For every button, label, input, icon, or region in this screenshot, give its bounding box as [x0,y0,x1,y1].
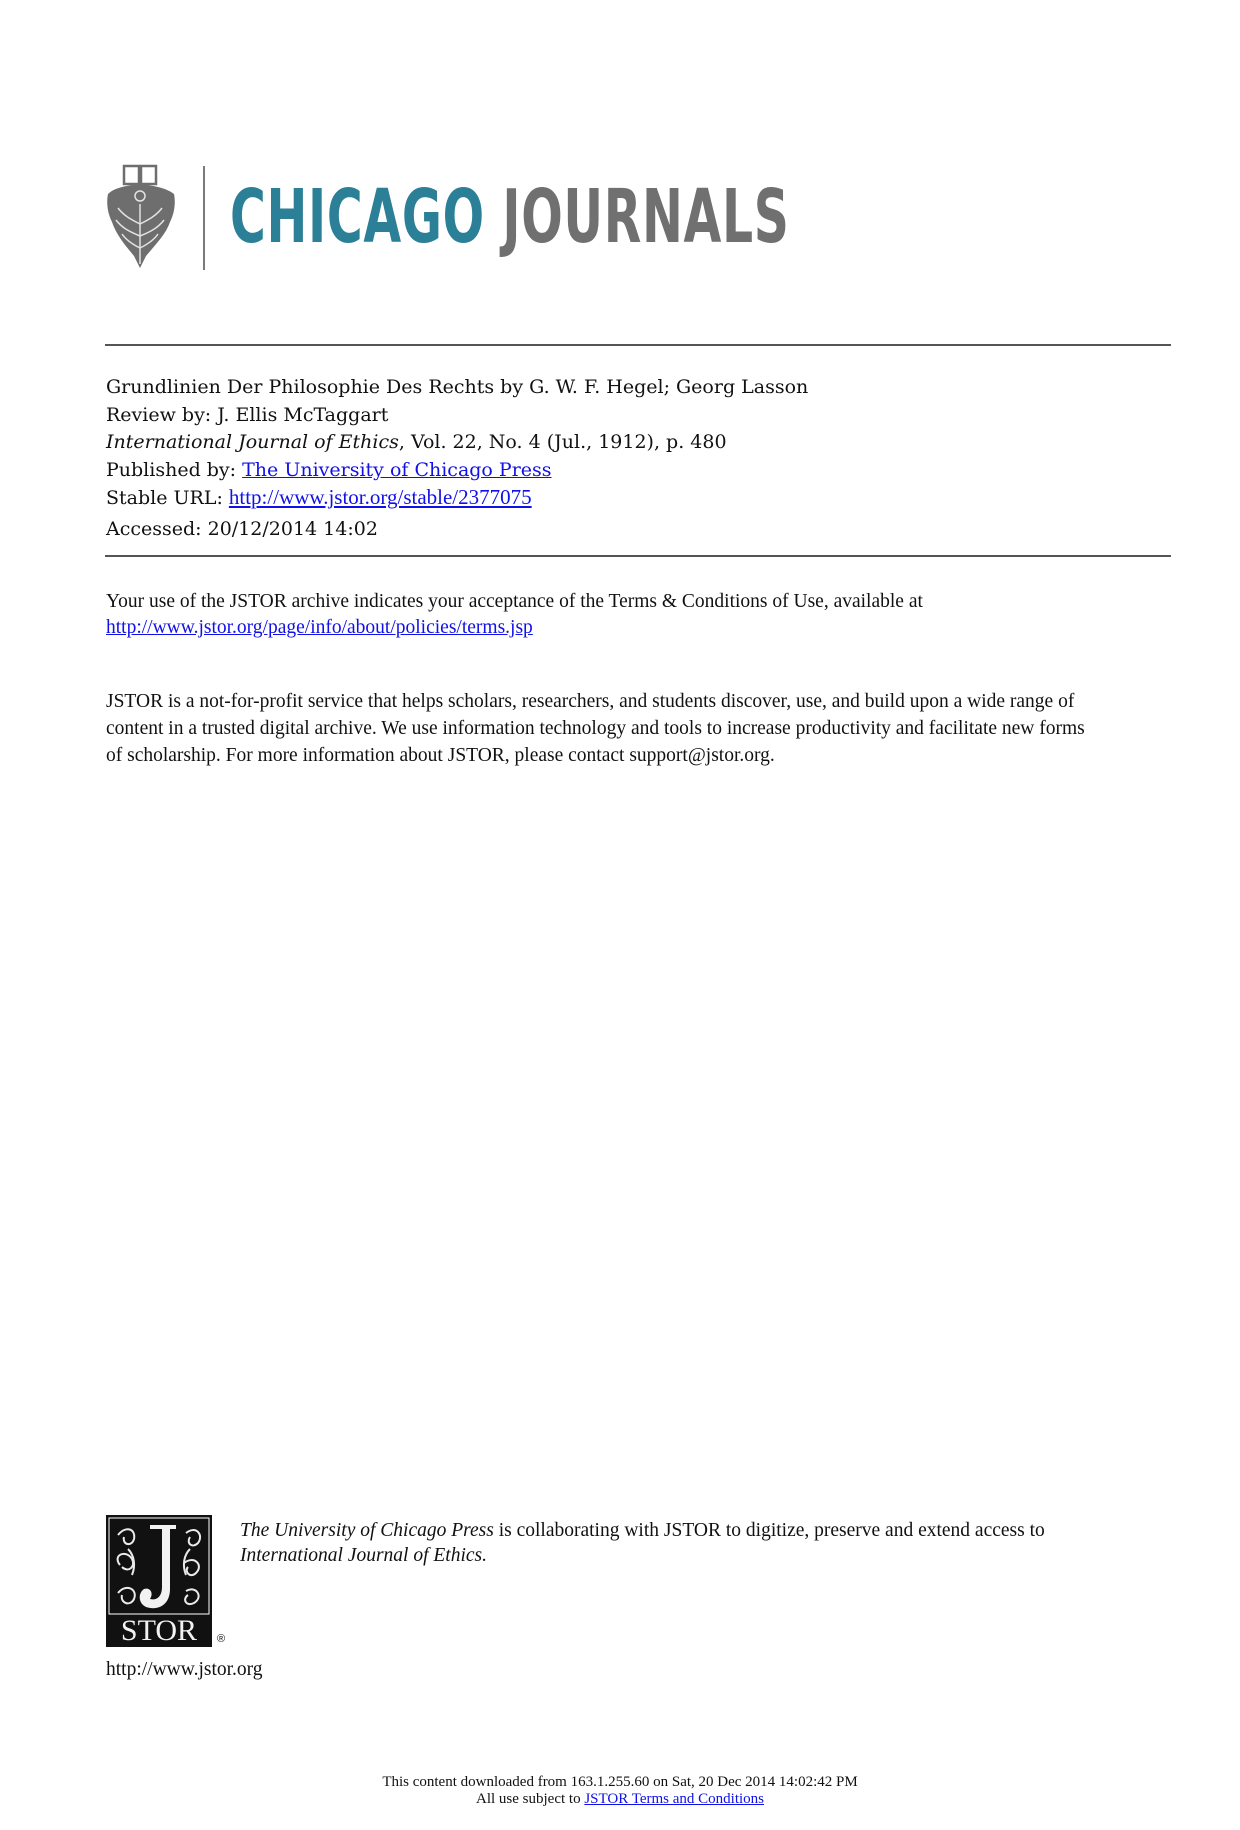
jstor-terms-link[interactable]: JSTOR Terms and Conditions [584,1791,764,1807]
chicago-journals-logo [230,172,790,262]
collab-journal: International Journal of Ethics. [240,1545,487,1566]
jstor-url[interactable]: http://www.jstor.org [106,1659,263,1680]
about-line-1: JSTOR is a not-for-profit service that helps scholars, researchers, and students discover, use, and build upon a wide range of [106,691,1075,712]
publisher-link[interactable]: The University of Chicago Press [242,459,552,481]
collab-text: is collaborating with JSTOR to digitize, preserve and extend access to [493,1520,1045,1541]
review-line [106,404,388,426]
logo-divider [203,166,205,270]
terms-text: Your use of the JSTOR archive indicates your acceptance of the Terms & Conditions of Use, available at [106,591,923,612]
jstor-logo [106,1515,212,1647]
registered-mark: ® [217,1633,226,1645]
publisher-line [106,459,552,481]
collaboration-line [240,1517,1045,1544]
journal-name: International Journal of Ethics [106,431,399,453]
download-info: This content downloaded from 163.1.255.60 on Sat, 20 Dec 2014 14:02:42 PM [382,1774,858,1790]
reviewer-name: J. Ellis McTaggart [217,404,389,426]
logo-word-chicago: CHICAGO [230,174,485,260]
use-terms-line [0,1791,1240,1808]
stable-url-link[interactable]: http://www.jstor.org/stable/2377075 [228,485,532,509]
university-crest-icon [104,164,180,272]
accessed-date: 20/12/2014 14:02 [207,518,378,540]
article-title: Grundlinien Der Philosophie Des Rechts by G. W. F. Hegel; Georg Lasson [106,376,809,398]
accessed-line [106,518,378,540]
jstor-logo-text: STOR [120,1614,198,1647]
terms-link[interactable]: http://www.jstor.org/page/info/about/policies/terms.jsp [106,617,533,638]
published-label: Published by: [106,459,237,481]
about-line-2: content in a trusted digital archive. We use information technology and tools to increase productivity and facilitate new forms [106,718,1085,739]
bottom-divider [105,555,1171,557]
about-line-3: of scholarship. For more information about JSTOR, please contact support@jstor.org. [106,745,775,766]
stable-url-label: Stable URL: [106,487,223,509]
collab-publisher: The University of Chicago Press [240,1520,494,1541]
journal-line [106,431,727,453]
collab-journal-line [240,1542,487,1569]
journal-details: , Vol. 22, No. 4 (Jul., 1912), p. 480 [398,431,727,453]
accessed-label: Accessed: [106,518,202,540]
top-divider [105,344,1171,346]
review-label: Review by: [106,404,212,426]
stable-url-line [106,485,532,510]
use-prefix: All use subject to [476,1791,585,1807]
logo-word-journals: JOURNALS [502,174,790,260]
